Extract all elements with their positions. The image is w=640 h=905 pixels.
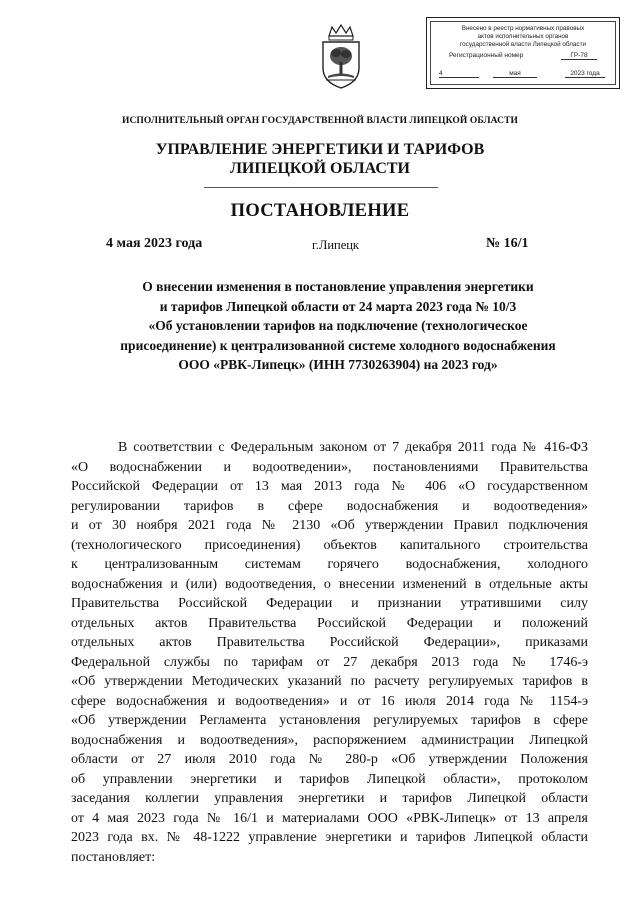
body-line: сфере водоснабжения и водоотведения» и от 16 июля 2014 года № 1154-э [71,693,588,709]
body-line: отдельных актов Правительства Российской Федерации и положений [71,615,588,631]
stamp-reg-label: Регистрационный номер [449,52,524,59]
department-name-line-2: ЛИПЕЦКОЙ ОБЛАСТИ [230,160,410,177]
title-line: «Об установлении тарифов на подключение (технологическое [148,318,528,334]
body-line: регулировании тарифов в сфере водоснабжения и водоотведения» [71,498,588,514]
body-line: к централизованным системам горячего водоснабжения, холодного [71,557,588,572]
document-body [71,438,588,867]
body-line: постановляет: [71,849,156,865]
stamp-line-1: Внесено в реестр нормативных правовых [461,25,585,32]
body-line: «Об утверждении Методических указаний по расчету регулируемых тарифов в [71,674,588,689]
body-line: (технологического присоединения) объектов капитального строительства [71,537,588,553]
department-name-line-1: УПРАВЛЕНИЕ ЭНЕРГЕТИКИ И ТАРИФОВ [155,141,485,158]
body-line: водоснабжения и водоотведения», распоряжением администрации Липецкой [71,732,588,748]
body-line: 2023 года вх. № 48-1222 управление энергетики и тарифов Липецкой области [71,830,588,845]
stamp-year: 2023 года [565,70,605,78]
title-line: присоединение) к централизованной системе холодного водоснабжения [120,337,556,353]
coat-of-arms-icon [318,24,364,90]
body-line: «Об утверждении Регламента установления регулируемых тарифов в сфере [71,713,588,728]
body-line: водоснабжения и (или) водоотведения, о внесении изменений в отдельные акты [71,576,588,592]
document-title [110,277,566,375]
body-line: В соответствии с Федеральным законом от 7 декабря 2011 года № 416-ФЗ [118,440,588,455]
stamp-line-3: государственной власти Липецкой области [460,41,586,48]
stamp-reg-number: ГР-78 [561,52,597,60]
department-name [0,140,640,178]
body-line: «О водоснабжении и водоотведении», постановлениями Правительства [71,459,588,475]
stamp-line-2: актов исполнительных органов [477,33,569,40]
body-line: Российской Федерации от 13 мая 2013 года № 406 «О государственном [71,479,588,494]
document-number: № 16/1 [486,236,529,251]
stamp-day: 4 [439,70,479,78]
registry-stamp [426,17,620,89]
body-line: и от 30 ноября 2021 года № 2130 «Об утверждении Правил подключения [71,518,588,533]
body-line: от 4 мая 2023 года № 16/1 и материалами ООО «РВК-Липецк» от 13 апреля [71,810,588,826]
stamp-month: мая [493,70,537,78]
header-divider [204,187,438,188]
body-line: Правительства Российской Федерации и признании утратившими силу [71,596,588,611]
document-type: ПОСТАНОВЛЕНИЕ [230,201,410,221]
title-line: ООО «РВК-Липецк» (ИНН 7730263904) на 2023 год» [178,357,498,373]
authority-header: ИСПОЛНИТЕЛЬНЫЙ ОРГАН ГОСУДАРСТВЕННОЙ ВЛАСТИ ЛИПЕЦКОЙ ОБЛАСТИ [121,116,519,126]
body-line: Федеральной службы по тарифам от 27 декабря 2013 года № 1746-э [71,654,588,670]
body-line: об управлении энергетики и тарифов Липецкой области», протоколом [71,771,588,787]
stamp-reg-row [437,52,609,62]
registry-stamp-inner-border [430,21,616,85]
stamp-date-row [437,70,609,80]
document-city: г.Липецк [312,238,360,252]
title-line: и тарифов Липецкой области от 24 марта 2023 года № 10/3 [159,298,517,314]
body-line: отдельных актов Правительства Российской Федерации», приказами [71,635,588,650]
document-date: 4 мая 2023 года [106,236,203,251]
title-line: О внесении изменения в постановление управления энергетики [142,279,534,294]
body-line: области от 27 июля 2010 года № 280-р «Об утверждении Положения [71,752,588,767]
body-line: заседания коллегии управления энергетики и тарифов Липецкой области [71,791,588,806]
